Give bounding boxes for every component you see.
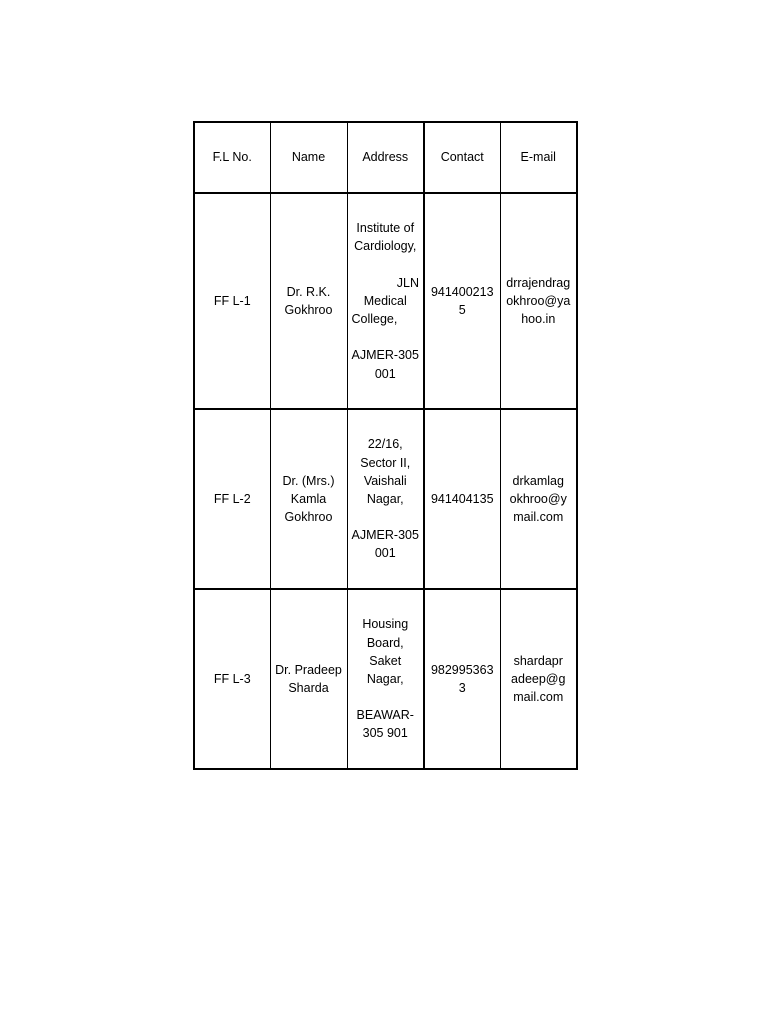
contact-line: 982995363: [430, 662, 494, 677]
email-line: mail.com: [513, 690, 564, 705]
address-line: JLN: [396, 275, 419, 290]
contact-line: 941404135: [430, 491, 494, 506]
fl-no-cell: FF L-2: [194, 409, 270, 589]
name-cell: [270, 193, 347, 409]
address-line: AJMER-305: [351, 528, 419, 543]
table-row: [194, 193, 577, 409]
address-line: Nagar,: [366, 672, 404, 686]
name-line: Dr. (Mrs.): [282, 473, 335, 488]
address-cell: [347, 589, 424, 769]
fl-no-cell: FF L-3: [194, 589, 270, 769]
contact-line: 5: [458, 303, 466, 317]
contact-cell: [424, 193, 500, 409]
email-line: okhroo@y: [509, 491, 567, 506]
address-line: Cardiology,: [354, 239, 417, 254]
address-line: Board,: [366, 635, 404, 650]
contact-line: 941400213: [430, 284, 494, 299]
address-line: BEAWAR-: [356, 708, 414, 723]
header-email: E-mail: [500, 122, 577, 193]
name-cell: [270, 409, 347, 589]
address-line: AJMER-305: [351, 348, 419, 363]
contact-cell: [424, 589, 500, 769]
email-cell: [500, 409, 577, 589]
address-line: 22/16,: [367, 437, 403, 452]
email-line: drrajendrag: [506, 275, 571, 290]
name-cell: [270, 589, 347, 769]
contacts-table: [193, 121, 578, 770]
address-line: Sector II,: [360, 455, 411, 470]
address-line: Housing: [362, 617, 409, 632]
table-row: [194, 589, 577, 769]
email-line: mail.com: [513, 510, 564, 525]
name-line: Dr. Pradeep: [275, 662, 342, 677]
header-fl-no: F.L No.: [194, 122, 270, 193]
name-line: Gokhroo: [284, 303, 333, 317]
email-line: adeep@g: [511, 671, 566, 686]
email-line: okhroo@ya: [506, 293, 571, 308]
name-line: Dr. R.K.: [286, 284, 331, 299]
address-gap: [350, 508, 422, 526]
address-line: 305 901: [362, 726, 408, 741]
email-line: drkamlag: [512, 473, 564, 488]
address-cell: [347, 193, 424, 409]
email-line: shardapr: [513, 653, 563, 668]
address-gap: [350, 328, 422, 346]
address-line: Medical: [363, 293, 407, 308]
contact-line: 3: [458, 681, 466, 695]
email-cell: [500, 193, 577, 409]
address-line: 001: [374, 366, 396, 381]
name-line: Kamla: [290, 491, 327, 506]
fl-no-cell: FF L-1: [194, 193, 270, 409]
name-line: Gokhroo: [284, 510, 333, 525]
address-line: Nagar,: [366, 492, 404, 506]
header-address: Address: [347, 122, 424, 193]
address-line: 001: [374, 546, 396, 561]
table-header-row: [194, 122, 577, 193]
address-cell: [347, 409, 424, 589]
name-line: Sharda: [288, 681, 329, 695]
email-cell: [500, 589, 577, 769]
address-line: College,: [351, 312, 398, 327]
address-line: Institute of: [356, 221, 415, 236]
address-line: Vaishali: [363, 473, 407, 488]
header-contact: Contact: [424, 122, 500, 193]
contact-cell: [424, 409, 500, 589]
table-row: [194, 409, 577, 589]
address-gap: [350, 688, 422, 706]
header-name: Name: [270, 122, 347, 193]
address-line: Saket: [369, 653, 402, 668]
address-gap: [350, 256, 422, 274]
email-line: hoo.in: [521, 312, 556, 327]
